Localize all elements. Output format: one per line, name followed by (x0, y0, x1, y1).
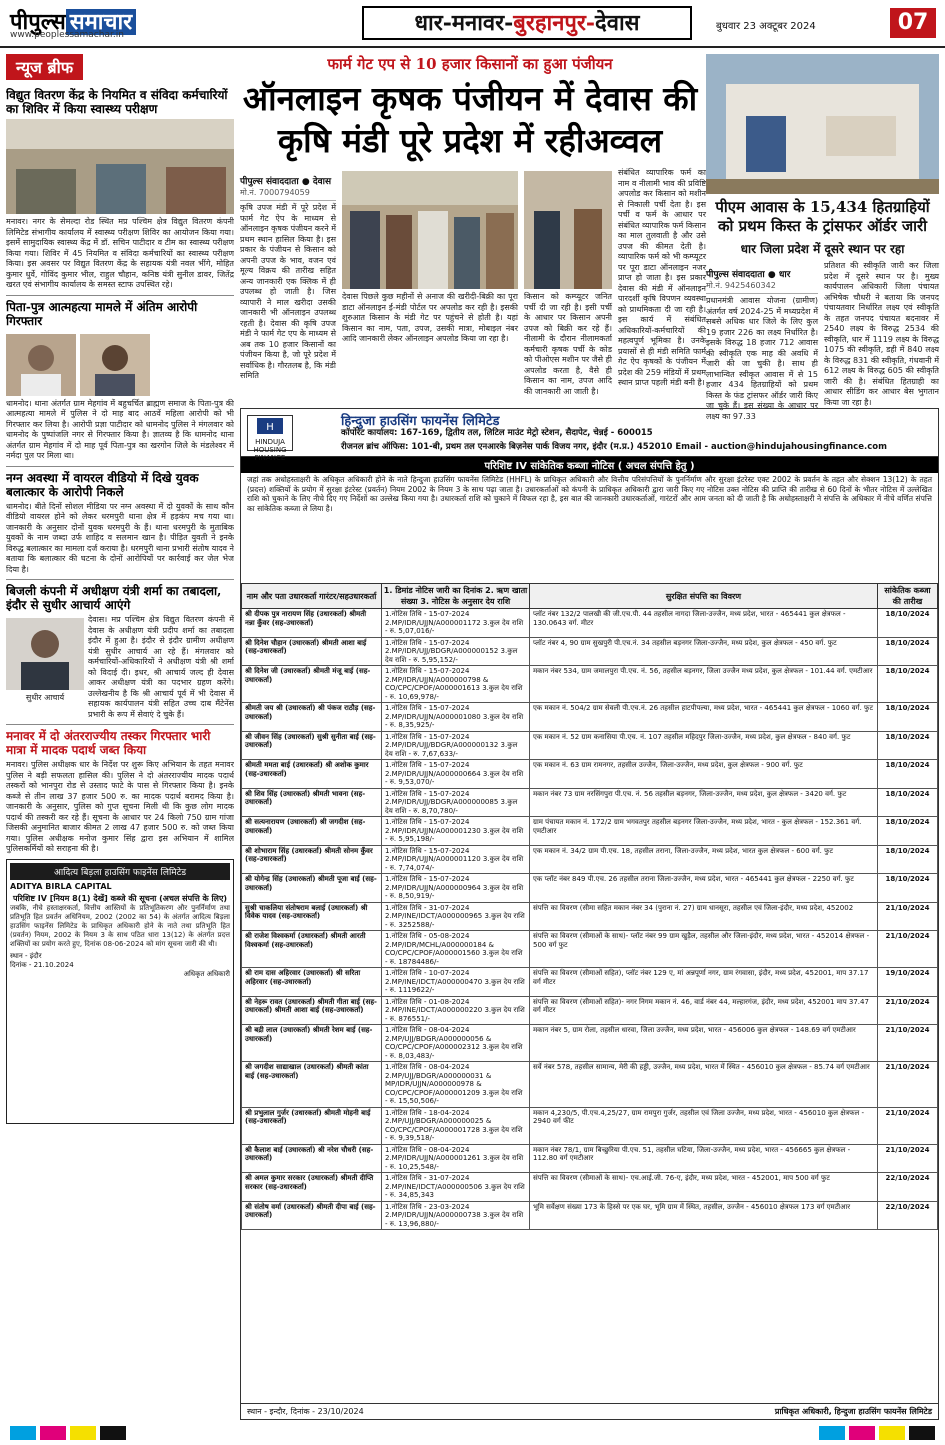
borrower-cell: श्री प्रभुलाल गुर्जर (उधारकर्ता) श्रीमती मोहनी बाई (सह-उधारकर्ता) (242, 1107, 382, 1144)
possession-date-cell: 22/10/2024 (878, 1173, 938, 1202)
property-cell: भूमि सर्वेक्षण संख्या 173 के हिस्से पर एक घर, भूमि ग्राम में स्थित, तहसील, उज्जैन - 456010 क्षेत्रफल 173 वर्ग एमटीआर (530, 1201, 878, 1230)
masthead (0, 0, 945, 48)
hinduja-notice (240, 408, 939, 1420)
accused-photos (6, 331, 234, 399)
notice-row (242, 902, 938, 931)
right-text-2: प्रतिशत की स्वीकृति जारी कर जिला प्रदेश में दूसरे स्थान पर है। मुख्य कार्यपालन अधिकारी जिला पंचायत अभिषेक चौधरी ने बताया कि जनपद पंचायतवार निर्धारित लक्ष्य एवं स्वीकृति के तहत जनपद पंचायत बदनावर में 2540 लक्ष्य के विरुद्ध 2534 की स्वीकृति, धार में 1119 लक्ष्य के विरुद्ध 1075 की स्वीकृति, डही में 840 लक्ष्य के विरुद्ध 831 की स्वीकृति, गंधवानी में 612 लक्ष्य के विरुद्ध 605 की स्वीकृति जारी की है। संबंधित हितग्राही का आधार सीडिंग कर आधार बेस भुगतान किया जा रहा है। (824, 261, 939, 407)
property-cell: संपत्ति का विवरण (सीमाओं के साथ)- प्लॉट नंबर 99 ग्राम खुड़ैल, तहसील और जिला-इंदौर, मध्य प्रदेश, भारत - 452014 क्षेत्रफल - 500 वर्ग फुट (530, 931, 878, 968)
notice-table (241, 583, 938, 1230)
borrower-cell: श्री राम दास अहिरवार (उधारकर्ता) श्री सरिता अहिरवार (सह-उधारकर्ता) (242, 968, 382, 997)
notice-footer (241, 1403, 938, 1419)
property-cell: संपत्ति का विवरण (सीमाओं के साथ)- एच.आई.जी. 76-ए, इंदौर, मध्य प्रदेश, भारत - 452001, माप 500 वर्ग फुट (530, 1173, 878, 1202)
lead-byline: पीपुल्स संवाददाता ● देवास (240, 177, 332, 187)
notice-cell: 1.नोटिस तिथि - 08-04-2024 2.MP/UJJ/BDGR/A000000056 & CO/CPC/CPOF/A000002312 3.कुल देय राशि - रु. 8,03,483/- (382, 1025, 530, 1062)
notice-cell: 1.नोटिस तिथि - 15-07-2024 2.MP/IDR/UJJ/BDGR/A000000152 3.कुल देय राशि - रु. 5,95,152/- (382, 637, 530, 666)
borrower-cell: श्रीमती जय श्री (उधारकर्ता) श्री पंकज राठौड़ (सह-उधारकर्ता) (242, 703, 382, 732)
logo-part-a: पीपुल्स (10, 9, 66, 35)
camp-photo-image (6, 119, 234, 214)
possession-date-cell: 18/10/2024 (878, 703, 938, 732)
notice-cell: 1.नोटिस तिथि - 31-07-2024 2.MP/INE/IDCT/A000000506 3.कुल देय राशि - रु. 34,85,343 (382, 1173, 530, 1202)
possession-date-cell: 21/10/2024 (878, 1144, 938, 1173)
right-byline: पीपुल्स संवाददाता ● धार (706, 270, 791, 280)
notice-row (242, 874, 938, 903)
yellow-swatch (879, 1426, 905, 1440)
svg-text:H: H (266, 422, 274, 433)
divider (6, 724, 234, 725)
borrower-cell: श्री बद्री लाल (उधारकर्ता) श्रीमती रेशम बाई (सह-उधारकर्ता) (242, 1025, 382, 1062)
property-cell: प्लॉट नंबर 132/2 पालखी की जी.एच.पी. 44 तहसील नागदा जिला-उज्जैन, मध्य प्रदेश, भारत - 465441 कुल क्षेत्रफल - 130.0643 वर्ग. मीटर (530, 609, 878, 638)
col-header-notice: 1. डिमांड नोटिस जारी का दिनांक 2. ऋण खाता संख्या 3. नोटिस के अनुसार देय राशि (382, 584, 530, 609)
borrower-cell: श्री शिव सिंह (उधारकर्ता) श्रीमती भावना (सह-उधारकर्ता) (242, 788, 382, 817)
notice-row (242, 817, 938, 846)
notice-cell: 1.नोटिस तिथि - 01-08-2024 2.MP/INE/IDCT/A000000220 3.कुल देय राशि - रु. 876551/- (382, 996, 530, 1025)
notice-cell: 1.नोटिस तिथि - 15-07-2024 2.MP/IDR/UJJN/A000001172 3.कुल देय राशि - रु. 5,07,016/- (382, 609, 530, 638)
lead-mobile: मो.नं. 7000794059 (240, 187, 336, 201)
house-photo (706, 54, 939, 194)
ad-place: स्थान - इंदौर (10, 951, 42, 960)
notice-cell: 1.नोटिस तिथि - 15-07-2024 2.MP/IDR/UJJ/BDGR/A000000085 3.कुल देय राशि - रु. 8,70,780/- (382, 788, 530, 817)
notice-row (242, 1025, 938, 1062)
property-cell: मकान नंबर 5, ग्राम रोला, तहसील धारवा, जिला उज्जैन, मध्य प्रदेश, भारत - 456006 कुल क्षेत्रफल - 148.69 वर्ग एमटीआर (530, 1025, 878, 1062)
borrower-cell: श्री शोभाराम सिंह (उधारकर्ता) श्रीमती सोनम कुँवर (सह-उधारकर्ता) (242, 845, 382, 874)
notice-cell: 1.नोटिस तिथि - 15-07-2024 2.MP/IDR/UJJN/A000001080 3.कुल देय राशि - रु. 8,35,925/- (382, 703, 530, 732)
notice-signature: प्राधिकृत अधिकारी, हिन्दुजा हाउसिंग फायनेंस लिमिटेड (774, 1407, 932, 1416)
possession-date-cell: 18/10/2024 (878, 731, 938, 760)
section-banner (362, 6, 692, 40)
lead-col-3 (524, 168, 612, 397)
brief-body-1: मनावर। नगर के सेमल्दा रोड स्थित मप्र पश्चिम क्षेत्र विद्युत वितरण कंपनी लिमिटेड संभागीय कार्यालय में स्वास्थ्य परीक्षण शिविर का आयोजन किया गया। इसमें सामुदायिक स्वास्थ्य केंद्र में डॉ. सचिन पाटीदार व टीम का स्वास्थ्य परीक्षण किया गया। शिविर में 45 नियमित व संविदा कर्मचारियों का स्वास्थ्य परीक्षण किया। इस अवसर पर विद्युत वितरण केंद्र के सहायक यंत्री नवल भींगे, मोहित कुमार धुर्वे, गोविंद कुमार भील, राहुल चौहान, कनिष्ठ यंत्री सुनील डावर, जितेंद्र खरत एवं संभागीय कार्यालय के समस्त स्टाफ उपस्थित रहे। (6, 217, 234, 289)
notice-cell: 1.नोटिस तिथि - 23-03-2024 2.MP/IDR/UJJN/A000000738 3.कुल देय राशि - रु. 13,96,880/- (382, 1201, 530, 1230)
notice-row (242, 1201, 938, 1230)
banner-dewas: देवास (595, 10, 640, 36)
notice-row (242, 788, 938, 817)
notice-row (242, 845, 938, 874)
notice-cell: 1.नोटिस तिथि - 05-08-2024 2.MP/IDR/MCHL/A000000184 & CO/CPC/CPOF/A000001560 3.कुल देय राशि - रु. 18784486/- (382, 931, 530, 968)
accused-photo-1 (6, 334, 76, 396)
aditya-birla-ad (6, 859, 234, 1124)
borrower-cell: श्री राजेश विश्वकर्मा (उधारकर्ता) श्रीमती आरती विश्वकर्मा (सह-उधारकर्ता) (242, 931, 382, 968)
brief-body-4: देवास। मप्र पश्चिम क्षेत्र विद्युत वितरण कंपनी में देवास के अधीक्षण यंत्री प्रदीप शर्मा का तबादला इंदौर में हुआ है। इंदौर से इंदौर ग्रामीण अधीक्षण यंत्री सुधीर आचार्य आ रहे हैं। मंगलवार को कर्मचारियों-अधिकारियों ने अधीक्षण यंत्री श्री शर्मा को विदाई दी। इधर, श्री आचार्य जल्द ही देवास आकर अधीक्षण यंत्री का पदभार ग्रहण करेंगे। उल्लेखनीय है कि श्री आचार्य पूर्व में भी देवास में सहायक कार्यपालन यंत्री सहित उच्च दाब मैंटेनेंस प्रभारी के रूप में सेवाएं दे चुके हैं। (88, 615, 234, 719)
borrower-cell: श्री जीवन सिंह (उधारकर्ता) सुश्री सुनीता बाई (सह-उधारकर्ता) (242, 731, 382, 760)
magenta-swatch (40, 1426, 66, 1440)
notice-row (242, 760, 938, 789)
possession-date-cell: 18/10/2024 (878, 817, 938, 846)
notice-row (242, 1173, 938, 1202)
borrower-cell: श्री नेहरू रावत (उधारकर्ता) श्रीमती गीता बाई (सह-उधारकर्ता) श्रीमती आशा बाई (सह-उधारकर्ता) (242, 996, 382, 1025)
notice-cell: 1.नोटिस तिथि - 15-07-2024 2.MP/IDR/UJJN/A000001230 3.कुल देय राशि - रु. 5,95,198/- (382, 817, 530, 846)
divider (6, 295, 234, 296)
possession-date-cell: 21/10/2024 (878, 902, 938, 931)
print-registration-bar (0, 1422, 945, 1445)
ad-officer: अधिकृत अधिकारी (183, 969, 230, 978)
notice-cell: 1.नोटिस तिथि - 08-04-2024 2.MP/IDR/UJJN/A000001261 3.कुल देय राशि - रु. 10,25,548/- (382, 1144, 530, 1173)
brief-headline-3[interactable]: नग्न अवस्था में वायरल वीडियो में दिखे युवक बलात्कार के आरोपी निकले (6, 470, 199, 499)
meeting-photo (524, 171, 612, 289)
notice-row (242, 1144, 938, 1173)
official-photo-block (6, 615, 84, 720)
possession-date-cell: 18/10/2024 (878, 637, 938, 666)
borrower-cell: श्री दिनेश चौहान (उधारकर्ता) श्रीमती आशा बाई (सह-उधारकर्ता) (242, 637, 382, 666)
cyan-swatch (819, 1426, 845, 1440)
possession-date-cell: 22/10/2024 (878, 1201, 938, 1230)
notice-rows (242, 609, 938, 1230)
ad-date: दिनांक - 21.10.2024 (10, 960, 74, 969)
notice-row (242, 931, 938, 968)
notice-intro: जहां तक अधोहस्ताक्षरी के अधिकृत अधिकारी होने के नाते हिन्दुजा हाउसिंग फायनेंस लिमिटेड (HHFL) के प्राधिकृत अधिकारी और वित्तीय परिसंपत्तियों के पुनर्निर्माण और सुरक्षा इंटरेस्ट एक्ट 2002 के प्रवर्तन के तहत और सेक्शन 13(12) के तहत (प्रदत्त) शक्तियों के प्रयोग में सुरक्षा इंटरेस्ट (प्रवर्तन) नियम 2002 के नियम 3 के साथ पढ़ा जाता है। उधारकर्ताओं को कंपनी के प्राधिकृत अधिकारी द्वारा जारी किए गए नोटिस उक्त नोटिस की प्राप्ति की तारीख से 60 दिनों के भीतर नोटिस में उल्लेखित राशि को चुकाने के लिए नीचे दिए गए निर्देशों का उल्लेख किया गया है। उधारकर्ता राशि को चुकाने में विफल रहा है, इस बात की जानकारी उधारकर्ताओं, गारंटरों और आम जनता को दी जाती है कि अधोहस्ताक्षरी ने संपत्ति के अधिकार में नीचे वर्णित संपत्ति का सांकेतिक कब्जा ले लिया है। (247, 475, 932, 513)
brief-headline-2[interactable]: पिता-पुत्र आत्महत्या मामले में अंतिम आरोपी गिरफ्तार (6, 299, 198, 328)
possession-date-cell: 18/10/2024 (878, 788, 938, 817)
yellow-swatch (70, 1426, 96, 1440)
possession-date-cell: 18/10/2024 (878, 666, 938, 703)
website-url[interactable]: www.peoplessamachar.in (10, 30, 124, 40)
portrait-1 (6, 334, 76, 396)
brief-body-2: धामनोद। थाना अंतर्गत ग्राम मेहगांव में बहुचर्चित ब्राह्मण समाज के पिता-पुत्र की आत्महत्या मामले में पुलिस ने दो माह बाद आठवें महिला आरोपी को भी गिरफ्तार कर लिया है। आरोपी प्रज्ञा पाटीदार को धामनोद पुलिस ने मंगलवार को धामनोद के पुष्पांजलि नगर से गिरफ्तार किया है। ज्ञातव्य है कि धामनोद थाना अंतर्गत ग्राम मेहगांव में दो माह पूर्व पिता-पुत्र का खरगोन जिले के मंडलेश्वर में नर्मदा पुल पर मिला था। (6, 398, 234, 460)
possession-date-cell: 21/10/2024 (878, 1025, 938, 1062)
property-cell: एक प्लॉट नंबर 849 पी.एच. 26 तहसील तराना जिला-उज्जैन, मध्य प्रदेश, भारत - 465441 कुल क्षेत्रफल - 2250 वर्ग. फुट (530, 874, 878, 903)
lead-col-1 (240, 168, 336, 397)
notice-row (242, 1107, 938, 1144)
possession-date-cell: 18/10/2024 (878, 845, 938, 874)
property-cell: एक मकान नं. 34/2 ग्राम पी.एच. 18, तहसील तराना, जिला-उज्जैन, मध्य प्रदेश, भारत कुल क्षेत्रफल - 600 वर्ग. फुट (530, 845, 878, 874)
portrait-3 (6, 618, 84, 690)
lead-col-2 (342, 168, 518, 397)
notice-cell: 1.नोटिस तिथि - 15-07-2024 2.MP/IDR/UJJN/A000000664 3.कुल देय राशि - रु. 9,53,070/- (382, 760, 530, 789)
property-cell: संपत्ति का विवरण (सीमाओं सहित), प्लॉट नंबर 129 ए, मां अन्नपूर्णा नगर, ग्राम रंगवासा, इंदौर, मध्य प्रदेश, 452001, माप 37.17 वर्ग मीटर (530, 968, 878, 997)
notice-place-date: स्थान - इन्दौर, दिनांक - 23/10/2024 (247, 1407, 364, 1416)
notice-company: हिन्दुजा हाउसिंग फायनेंस लिमिटेड (341, 414, 500, 429)
notice-corp-address: कॉर्पोरेट कार्यालय: 167-169, द्वितीय तल, लिटिल माउंट मेट्रो स्टेशन, सैदापेट, चेन्नई - 600015 (341, 428, 653, 438)
news-brief-label: न्यूज ब्रीफ (6, 54, 83, 80)
mandi-photo (342, 171, 518, 289)
mandi-photo-image (342, 171, 518, 289)
lead-story (240, 54, 706, 397)
official-photo (6, 618, 84, 690)
portrait-2 (80, 334, 150, 396)
right-text-1: प्रधानमंत्री आवास योजना (ग्रामीण) अंतर्गत वर्ष 2024-25 में मध्यप्रदेश में सबसे अधिक धार जिले के लिए कुल 19 हजार 226 का लक्ष्य निर्धारित है। इसके विरुद्ध 18 हजार 712 आवास की स्वीकृति एक माह की अवधि में जारी की जा चुकी है। साथ ही लाभान्वित स्वीकृत आवास में से 15 हजार 434 हितग्राहियों को प्रथम किस्त के फंड ट्रांसफर ऑर्डर जारी किए जा चुके हैं। इस संख्या के आधार पर लक्ष्य का 97.33 (706, 296, 818, 421)
borrower-cell: श्री जगदीश साद्याखाल (उधारकर्ता) श्रीमती कांता बाई (सह-उधारकर्ता) (242, 1062, 382, 1108)
right-col-1 (706, 261, 818, 422)
borrower-cell: श्रीमती ममता बाई (उधारकर्ता) श्री अशोक कुमार (सह-उधारकर्ता) (242, 760, 382, 789)
property-cell: ग्राम पंचायत मकान नं. 172/2 ग्राम भगवतपुर तहसील बड़नगर जिला-उज्जैन, मध्य प्रदेश, भारत - कुल क्षेत्रफल - 152.361 वर्ग. एमटीआर (530, 817, 878, 846)
transfer-story (6, 615, 234, 720)
lead-col-4 (618, 168, 706, 397)
possession-date-cell: 18/10/2024 (878, 609, 938, 638)
property-cell: सर्वे नंबर 578, तहसील सामान्य, मेरी की हड्डी, उज्जैन, मध्य प्रदेश, भारत में स्थित - 456010 कुल क्षेत्रफल - 85.74 वर्ग एमटीआर (530, 1062, 878, 1108)
possession-date-cell: 18/10/2024 (878, 760, 938, 789)
lead-body (240, 168, 706, 397)
notice-row (242, 996, 938, 1025)
black-swatch (100, 1426, 126, 1440)
lead-text-1: कृषि उपज मंडी में पूरे प्रदेश में फार्म गेट ऐप के माध्यम से ऑनलाइन कृषक पंजीयन करने में प्रथम स्थान हासिल किया है। इस प्रकार के पंजीयन से किसान को अपनी उपज के भाव, वजन एवं मूल्य विक्रय की तारीख सहित अन्य जानकारी एक क्लिक में ही उपलब्ध हो जाती है। जिस व्यापारी ने माल खरीदा उसकी जानकारी भी ऑनलाइन उपलब्ध रहती है। देवास की कृषि उपज मंडी ने फार्म गेट एप के माध्यम से अब तक 10 हजार किसानों का पंजीयन किया है, जो पूरे प्रदेश में सर्वाधिक है। गौरतलब है, कि मंडी समिति (240, 203, 336, 380)
ad-brand: ADITYA BIRLA CAPITAL (10, 881, 112, 891)
notice-regional-address: रीजनल ब्रांच ऑफिस: 101-बी, प्रथम तल एनआरके बिज़नेस पार्क विजय नगर, इंदौर (म.प्र.) 452010 Email - auction@hindujahousingfinance.com (341, 442, 887, 452)
ad-subtitle: परिशिष्ट IV [नियम 8(1) देखें] कब्जे की सूचना (अचल संपत्ति के लिए) (12, 893, 228, 903)
notice-cell: 1.नोटिस तिथि - 15-07-2024 2.MP/IDR/UJJN/A000000798 & CO/CPC/CPOF/A000001613 3.कुल देय राशि - रु. 10,69,978/- (382, 666, 530, 703)
lead-text-3: किसान को कम्प्यूटर जनित पर्ची दी जा रही है। इसी पर्ची के आधार पर किसान अपनी उपज को बिक्री कर रहे हैं। नीलामी के दौरान नीलामकर्ता कर्मचारी कृषक पर्ची के कोड को पीओएस मशीन पर जैसे ही अपलोड करता है, वैसे ही किसान का नाम, उपज आदि की जानकारी आ जाती है। (524, 292, 612, 396)
property-cell: संपत्ति का विवरण (सीमा सहित मकान नंबर 34 (पुराना नं. 27) ग्राम धानसूरा, तहसील एवं जिला-इंदौर, मध्य प्रदेश, 452002 (530, 902, 878, 931)
brief-headline-4[interactable]: बिजली कंपनी में अधीक्षण यंत्री शर्मा का तबादला, इंदौर से सुधीर आचार्य आएंगे (6, 584, 222, 612)
logo-part-b: समाचार (66, 9, 136, 35)
house-photo-image (706, 54, 939, 194)
right-col-2 (824, 261, 939, 422)
notice-row (242, 609, 938, 638)
banner-dhar: धार-मनावर- (414, 10, 514, 36)
col-header-property: सुरक्षित संपत्ति का विवरण (530, 584, 878, 609)
lead-kicker[interactable]: फार्म गेट एप से 10 हजार किसानों का हुआ पंजीयन (327, 55, 613, 73)
borrower-cell: सुश्री चाकलिया संतोषराम बलाई (उधारकर्ता) श्री विवेक यादव (सह-उधारकर्ता) (242, 902, 382, 931)
property-cell: मकान नंबर 78/1, ग्राम बिच्छुरिया पी.एच. 51, तहसील घटिया, जिला-उज्जैन, मध्य प्रदेश, भारत - 456665 कुल क्षेत्रफल - 112.80 वर्ग एमटीआर (530, 1144, 878, 1173)
brief-headline-5[interactable]: मनावर में दो अंतरराज्यीय तस्कर गिरफ्तार भारी मात्रा में मादक पदार्थ जब्त किया (6, 729, 211, 757)
notice-cell: 1.नोटिस तिथि - 15-07-2024 2.MP/IDR/UJJ/BDGR/A000000132 3.कुल देय राशि - रु. 7,67,633/- (382, 731, 530, 760)
photo-caption: सुधीर आचार्य (25, 693, 65, 702)
possession-date-cell: 18/10/2024 (878, 874, 938, 903)
property-cell: एक मकान नं. 504/2 ग्राम सेवली पी.एच.नं. 26 तहसील हाटपीपल्या, मध्य प्रदेश, भारत - 465441 कुल क्षेत्रफल - 1060 वर्ग. फुट (530, 703, 878, 732)
hinduja-logo-icon (255, 416, 285, 436)
borrower-cell: श्री अमल कुमार सरकार (उधारकर्ता) श्रीमती दीप्ति सरकार (सह-उधारकर्ता) (242, 1173, 382, 1202)
right-body (706, 261, 939, 422)
divider (6, 579, 234, 580)
property-cell: मकान नंबर 534, ग्राम जमालपुरा पी.एच. नं. 56, तहसील बड़नगर, जिला उज्जैन मध्य प्रदेश, कुल क्षेत्रफल - 101.44 वर्ग. एमटीआर (530, 666, 878, 703)
notice-cell: 1.नोटिस तिथि - 08-04-2024 2.MP/UJJ/BDGR/A000000031 & MP/IDR/UJJN/A000000978 & CO/CPC/CPOF/A000001209 3.कुल देय राशि - रु. 15,50,506/- (382, 1062, 530, 1108)
notice-row (242, 1062, 938, 1108)
right-subheadline[interactable]: धार जिला प्रदेश में दूसरे स्थान पर रहा (740, 242, 905, 256)
notice-title: परिशिष्ट IV सांकेतिक कब्जा नोटिस ( अचल संपत्ति हेतु ) (241, 457, 938, 473)
notice-cell: 1.नोटिस तिथि - 15-07-2024 2.MP/IDR/UJJN/A000001120 3.कुल देय राशि - रु. 7,74,074/- (382, 845, 530, 874)
right-mobile: मो.नं. 9425460342 (706, 280, 818, 294)
brief-headline-1[interactable]: विद्युत वितरण केंद्र के नियमित व संविदा कर्मचारियों का शिविर में किया स्वास्थ्य परीक्षण (6, 88, 228, 116)
property-cell: प्लॉट नंबर 4, 90 ग्राम सुखपुरी पी.एच.नं. 34 तहसील बड़नगर जिला-उज्जैन, मध्य प्रदेश, कुल क्षेत्रफल - 450 वर्ग. फुट (530, 637, 878, 666)
divider (6, 466, 234, 467)
brief-body-5: मनावर। पुलिस अधीक्षक धार के निर्देश पर शुरू किए अभियान के तहत मनावर पुलिस ने बड़ी सफलता हासिल की। पुलिस ने दो अंतरराज्यीय मादक पदार्थ तस्करों को भानपुरा रोड से उस्ताद फाटे के पास से गिरफ्तार किया है। इनके कब्जे से तीन लाख 37 हजार 500 रु. का मादक पदार्थ बरामद किया है। जानकारी के अनुसार, पुलिस को गुप्त सूचना मिली थी कि कुछ लोग मादक पदार्थ की तस्करी कर रहे हैं। सूचना के आधार पर 24 किलो 750 ग्राम गांजा जिसकी अनुमानित बाजार कीमत 2 लाख 47 हजार 500 रु. को जब्त किया गया। पुलिस अधीक्षक मनोज कुमार सिंह द्वारा इस अभियान में शामिल पुलिसकर्मियों को सराहना की है। (6, 760, 234, 853)
borrower-cell: श्री दिनेश जी (उधारकर्ता) श्रीमती मंजू बाई (सह-उधारकर्ता) (242, 666, 382, 703)
pm-awas-story (706, 54, 939, 422)
notice-header (241, 409, 938, 462)
accused-photo-2 (80, 334, 150, 396)
issue-date: बुधवार 23 अक्टूबर 2024 (716, 21, 816, 32)
magenta-swatch (849, 1426, 875, 1440)
lead-text-4: संबंधित व्यापारिक फर्म का नाम व नीलामी भाव की प्रविष्टि अपलोड कर किसान को मशीन से निकाली पर्ची देता है। इस पर्ची व फर्म के आधार पर संबंधित व्यापारिक फर्म किसान का माल तुलवाती है और उसे उपज की कीमत देती है। व्यापारिक फर्म को भी कम्प्यूटर पर पूरा डाटा ऑनलाइन नजर प्राप्त हो जाता है। इस प्रकार देवास की मंडी में ऑनलाइन पारदर्शी कृषि विपणन व्यवस्था को प्राथमिकता दी जा रही है। इस कार्य में संबंधित अधिकारियों-कर्मचारियों की महत्वपूर्ण भूमिका है। उनके प्रयासों से ही मंडी समिति फार्म गेट ऐप कृषकों के पंजीयन में प्रदेश की 259 मंडियों में प्रथम स्थान प्राप्त पहली मंडी बनी है। (618, 168, 706, 387)
black-swatch (909, 1426, 935, 1440)
property-cell: मकान नंबर 73 ग्राम नरसिंगपुरा पी.एच. नं. 56 तहसील बड़नगर, जिला-उज्जैन, मध्य प्रदेश, कुल क्षेत्रफल - 3420 वर्ग. फुट (530, 788, 878, 817)
borrower-cell: श्री दीपक पुत्र नारायण सिंह (उधारकर्ता) श्रीमती नन्ना कुँवर (सह-उधारकर्ता) (242, 609, 382, 638)
hinduja-logo (247, 415, 293, 462)
col-header-borrower: नाम और पता उधारकर्ता गारंटर/सहउधारकर्ता (242, 584, 382, 609)
camp-photo (6, 119, 234, 214)
lead-text-2: देवास पिछले कुछ महीनों से अनाज की खरीदी-बिक्री का पूरा डाटा ऑनलाइन ई-मंडी पोर्टल पर अपलोड कर रही है। इसकी शुरुआत किसान के मंडी गेट पर पहुंचने से होती है। यहां किसान का नाम, पता, उपज, उसकी मात्रा, मोबाइल नंबर आदि जानकारी लेकर ऑनलाइन अपलोड किया जा रहा है। (342, 292, 518, 343)
property-cell: मकान 4,230/5, पी.एच.4,25/27, ग्राम रामपुरा गुर्जर, तहसील एवं जिला उज्जैन, मध्य प्रदेश, भारत - 456010 कुल क्षेत्रफल - 2940 वर्ग फीट (530, 1107, 878, 1144)
lead-headline[interactable]: ऑनलाइन कृषक पंजीयन में देवास की कृषि मंडी पूरे प्रदेश में रहीअव्वल (242, 79, 698, 160)
notice-cell: 1.नोटिस तिथि - 10-07-2024 2.MP/INE/IDCT/A000000470 3.कुल देय राशि - रु. 1119622/- (382, 968, 530, 997)
possession-date-cell: 21/10/2024 (878, 996, 938, 1025)
meeting-photo-image (524, 171, 612, 289)
page-number: 07 (890, 8, 936, 38)
notice-cell: 1.नोटिस तिथि - 31-07-2024 2.MP/INE/IDCT/A000000965 3.कुल देय राशि - रु. 3252588/- (382, 902, 530, 931)
ad-body: जबकि, नीचे हस्ताक्षरकर्ता, वित्तीय आस्तियों के प्रतिभूतिकरण और पुनर्निर्माण तथा प्रतिभूति हित प्रवर्तन अधिनियम, 2002 (2002 का 54) के अंतर्गत आदित्य बिड़ला हाउसिंग फाइनेंस लिमिटेड के प्राधिकृत अधिकारी होने के नाते तथा प्रतिभूति हित (प्रवर्तन) नियम, 2002 के नियम 3 के साथ पठित धारा 13(12) के अंतर्गत प्रदत्त शक्तियों का प्रयोग करते हुए, दिनांक 08-06-2024 को मांग सूचना जारी की थी। (10, 903, 230, 948)
property-cell: एक मकान नं. 52 ग्राम कनासिया पी.एच. नं. 107 तहसील महिदपुर जिला-उज्जैन, मध्य प्रदेश, कुल क्षेत्रफल - 840 वर्ग. फुट (530, 731, 878, 760)
news-brief-column (6, 54, 234, 1419)
possession-date-cell: 21/10/2024 (878, 1107, 938, 1144)
possession-date-cell: 21/10/2024 (878, 1062, 938, 1108)
borrower-cell: श्री सत्यनारायण (उधारकर्ता) श्री जगदीश (सह-उधारकर्ता) (242, 817, 382, 846)
hinduja-brand: HINDUJA HOUSING FINANCE (253, 438, 287, 462)
banner-burhanpur: बुरहानपुर- (513, 10, 596, 36)
borrower-cell: श्री योगेन्द्र सिंह (उधारकर्ता) श्रीमती पूजा बाई (सह-उधारकर्ता) (242, 874, 382, 903)
brief-body-3: धामनोद। बीते दिनों सोशल मीडिया पर नग्न अवस्था में दो युवकों के साथ कौन वीडियो वायरल होने को लेकर धरमपुरी थाना क्षेत्र में हड़कंप मच गया था। जानकारी के अनुसार दोनों युवक धरमपुरी के हैं। थाना धरमपुरी के मुताबिक युवकों के नाम जब्दा उर्फ शाहिद व सलमान खान है। पीड़ित युवती ने इनके विरुद्ध बलात्कार का मामला दर्ज कराया है। धरमपुरी थाना प्रभारी संतोष यादव ने बताया कि बलात्कार की घटना के दोनों आरोपियों पर कार्रवाई कर जेल भेज दिया है। (6, 501, 234, 574)
notice-cell: 1.नोटिस तिथि - 18-04-2024 2.MP/UJJ/BDGR/A000000025 & CO/CPC/CPOF/A000001728 3.कुल देय राशि - रु. 9,39,518/- (382, 1107, 530, 1144)
notice-row (242, 703, 938, 732)
notice-row (242, 968, 938, 997)
notice-row (242, 666, 938, 703)
notice-row (242, 637, 938, 666)
possession-date-cell: 19/10/2024 (878, 968, 938, 997)
notice-cell: 1.नोटिस तिथि - 15-07-2024 2.MP/IDR/UJJN/A000000964 3.कुल देय राशि - रु. 8,50,919/- (382, 874, 530, 903)
cyan-swatch (10, 1426, 36, 1440)
borrower-cell: श्री संतोष वर्मा (उधारकर्ता) श्रीमती दीपा बाई (सह-उधारकर्ता) (242, 1201, 382, 1230)
borrower-cell: श्री कैलाश बाई (उधारकर्ता) श्री नरेश चौधरी (सह-उधारकर्ता) (242, 1144, 382, 1173)
col-header-date: सांकेतिक कब्जा की तारीख (878, 584, 938, 609)
right-headline[interactable]: पीएम आवास के 15,434 हितग्राहियों को प्रथम किस्त के ट्रांसफर ऑर्डर जारी (715, 198, 930, 235)
notice-row (242, 731, 938, 760)
property-cell: संपत्ति का विवरण (सीमाओं सहित)- नगर निगम मकान नं. 46, वार्ड नंबर 44, मल्हारगंज, इंदौर, मध्य प्रदेश, 452001 माप 37.47 वर्ग मीटर (530, 996, 878, 1025)
ad-title: आदित्य बिड़ला हाउसिंग फाइनेंस लिमिटेड (10, 863, 230, 880)
property-cell: एक मकान नं. 63 ग्राम रामनगर, तहसील उज्जैन, जिला-उज्जैन, मध्य प्रदेश, कुल क्षेत्रफल - 900 वर्ग. फुट (530, 760, 878, 789)
possession-date-cell: 21/10/2024 (878, 931, 938, 968)
